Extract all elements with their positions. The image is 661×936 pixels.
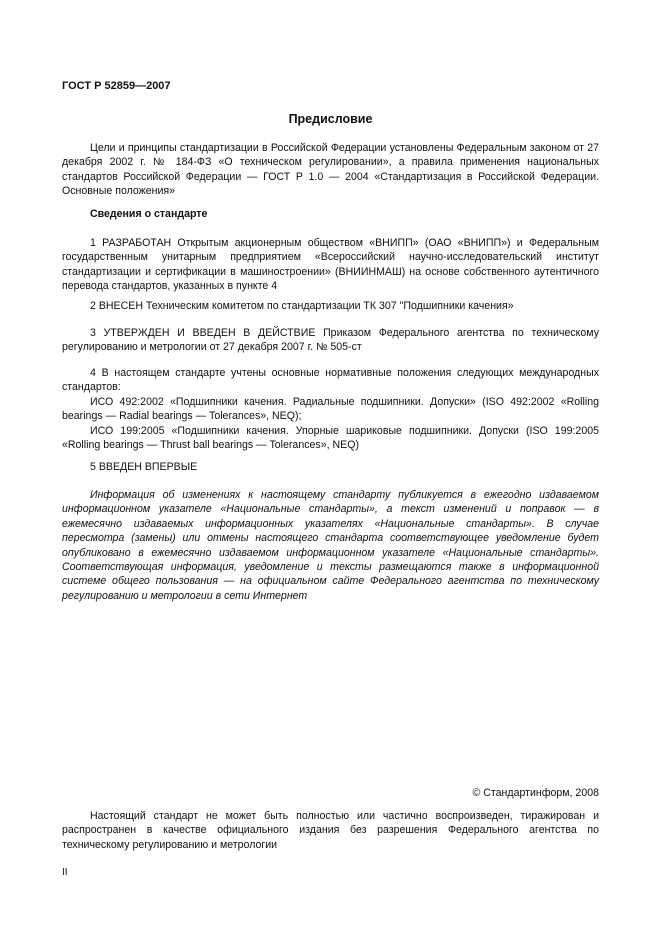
item-5-block: [62, 460, 599, 474]
document-id-header: ГОСТ Р 52859—2007: [62, 80, 171, 92]
intro-block: [62, 141, 599, 199]
info-note-block: [62, 488, 599, 603]
item-1-paragraph: 1 РАЗРАБОТАН Открытым акционерным обществом «ВНИПП» (ОАО «ВНИПП») и Федеральным государственным унитарным предприятием «Всероссийский научно-исследовательский институт стандартизации и сертификации в машиностроении» (ВНИИНМАШ) на основе собственного аутентичного перевода стандартов, указанных в пункте 4: [62, 237, 599, 293]
item-4-paragraph: 4 В настоящем стандарте учтены основные нормативные положения следующих международных стандартов:: [62, 367, 599, 394]
item-4-block: [62, 366, 599, 452]
copyright-notice: © Стандартинформ, 2008: [472, 787, 599, 799]
item-3-block: [62, 326, 599, 355]
item-1-block: [62, 236, 599, 294]
reproduction-block: [62, 809, 599, 852]
intro-paragraph: Цели и принципы стандартизации в Российской Федерации установлены Федеральным законом от 27 декабря 2002 г. № 184-ФЗ «О техническом регулировании», а правила применения национальных стандартов Российской Федерации — ГОСТ Р 1.0 — 2004 «Стандартизация в Российской Федерации. Основные положения»: [62, 142, 599, 198]
page-title: Предисловие: [288, 112, 373, 126]
item-5-paragraph: 5 ВВЕДЕН ВПЕРВЫЕ: [90, 461, 198, 473]
section-heading: Сведения о стандарте: [90, 208, 208, 220]
reproduction-notice: Настоящий стандарт не может быть полностью или частично воспроизведен, тиражирован и распространен в качестве официального издания без разрешения Федерального агентства по техническому регулированию и метрологии: [62, 810, 599, 851]
item-3-paragraph: 3 УТВЕРЖДЕН И ВВЕДЕН В ДЕЙСТВИЕ Приказом Федерального агентства по техническому регулированию и метрологии от 27 декабря 2007 г. № 505-ст: [62, 327, 599, 354]
item-4b-paragraph: ИСО 199:2005 «Подшипники качения. Упорные шариковые подшипники. Допуски (ISO 199:2005 «Rolling bearings — Thrust ball bearings — Tolerances», NEQ): [62, 424, 599, 452]
page-number: II: [62, 867, 68, 878]
item-2-block: [62, 299, 599, 313]
section-heading-block: [62, 207, 599, 221]
info-note-paragraph: Информация об изменениях к настоящему стандарту публикуется в ежегодно издаваемом информационном указателе «Национальные стандарты», а текст изменений и поправок — в ежемесячно издаваемых информационных указателях «Национальные стандарты». В случае пересмотра (замены) или отмены настоящего стандарта соответствующее уведомление будет опубликовано в ежемесячно издаваемом информационном указателе «Национальные стандарты». Соответствующая информация, уведомление и тексты размещаются также в информационной системе общего пользования — на официальном сайте Федерального агентства по техническому регулированию и метрологии в сети Интернет: [62, 489, 599, 602]
item-2-paragraph: 2 ВНЕСЕН Техническим комитетом по стандартизации ТК 307 "Подшипники качения»: [90, 300, 514, 312]
item-4a-paragraph: ИСО 492:2002 «Подшипники качения. Радиальные подшипники. Допуски» (ISO 492:2002 «Rolling bearings — Radial bearings — Tolerances», NEQ);: [62, 395, 599, 423]
